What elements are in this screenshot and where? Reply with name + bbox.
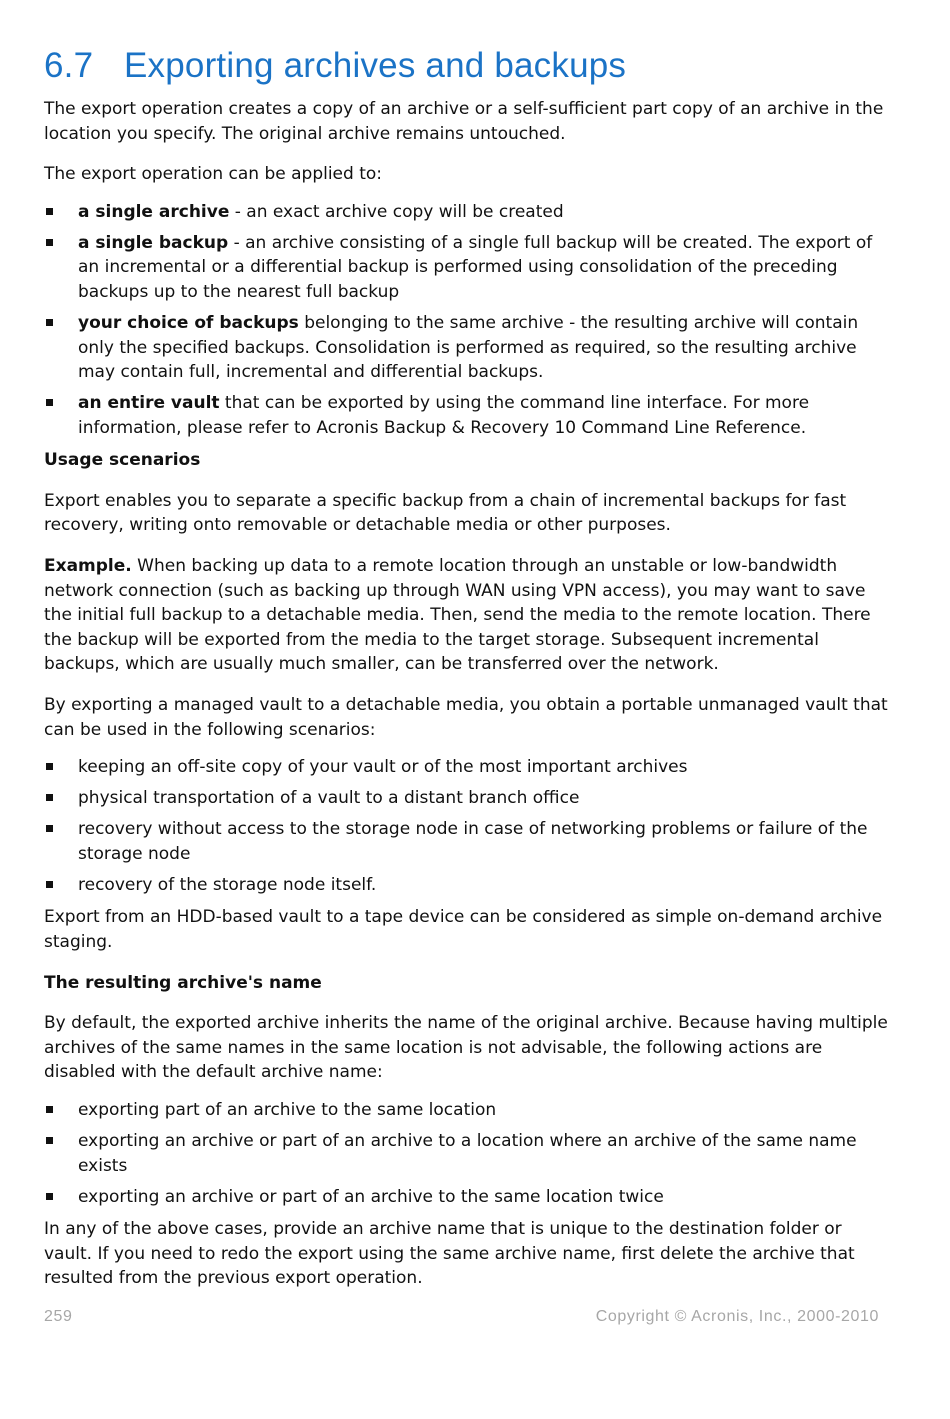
list-item-text: keeping an off-site copy of your vault or of the most important archives	[78, 757, 688, 778]
vault-export-paragraph: By exporting a managed vault to a detachable media, you obtain a portable unmanaged vault that can be used in the following scenarios:	[44, 695, 888, 740]
list-item	[44, 1129, 889, 1178]
list-item-term: your choice of backups	[78, 312, 299, 333]
list-item-text: exporting an archive or part of an archive to the same location twice	[78, 1186, 664, 1207]
square-bullet-icon	[46, 319, 53, 326]
list-item-text: - an archive consisting of a single full backup will be created. The export of an incremental or a differential backup is performed using consolidation of the preceding backups up to the nearest full backup	[78, 232, 873, 302]
scenario-list	[44, 755, 889, 897]
list-item	[44, 786, 889, 811]
square-bullet-icon	[46, 1193, 53, 1200]
document-page	[44, 44, 889, 1307]
square-bullet-icon	[46, 794, 53, 801]
list-item	[44, 873, 889, 898]
square-bullet-icon	[46, 239, 53, 246]
archive-name-paragraph: By default, the exported archive inherits the name of the original archive. Because having multiple archives of the same names in the same location is not advisable, the following actions are disabled with the default archive name:	[44, 1013, 888, 1083]
section-title: Exporting archives and backups	[124, 46, 627, 85]
square-bullet-icon	[46, 881, 53, 888]
list-item-text: belonging to the same archive - the resulting archive will contain only the specified backups. Consolidation is performed as required, so the resulting archive may contain full, incremental and differential backups.	[78, 312, 859, 383]
list-item-text: recovery of the storage node itself.	[78, 874, 377, 895]
disabled-actions-list	[44, 1098, 889, 1209]
list-item	[44, 200, 889, 225]
section-number: 6.7	[44, 46, 94, 85]
copyright-notice: Copyright © Acronis, Inc., 2000-2010	[595, 1308, 879, 1325]
square-bullet-icon	[46, 399, 53, 406]
list-item-text: recovery without access to the storage node in case of networking problems or failure of the storage node	[78, 819, 868, 864]
list-item	[44, 755, 889, 780]
list-item-text: exporting an archive or part of an archive to a location where an archive of the same name exists	[78, 1130, 857, 1176]
usage-paragraph: Export enables you to separate a specific backup from a chain of incremental backups for fast recovery, writing onto removable or detachable media or other purposes.	[44, 490, 847, 536]
list-item-term: a single archive	[78, 201, 230, 222]
example-label: Example.	[44, 556, 132, 577]
list-item	[44, 311, 889, 385]
page-number: 259	[44, 1308, 73, 1325]
list-item-text: - an exact archive copy will be created	[229, 201, 564, 222]
archive-name-heading: The resulting archive's name	[44, 972, 322, 993]
square-bullet-icon	[46, 1106, 53, 1113]
list-item	[44, 817, 889, 866]
square-bullet-icon	[46, 825, 53, 832]
list-item	[44, 231, 889, 305]
square-bullet-icon	[46, 208, 53, 215]
list-item-text: exporting part of an archive to the same location	[78, 1099, 497, 1120]
list-item-text: physical transportation of a vault to a distant branch office	[78, 788, 580, 809]
example-paragraph	[44, 554, 889, 677]
example-text: When backing up data to a remote location through an unstable or low-bandwidth network connection (such as backing up through WAN using VPN access), you may want to save the initial full backup to a detachable media. Then, send the media to the remote location. There the backup will be exported from the media to the target storage. Subsequent incremental backups, which are usually much smaller, can be transferred over the network.	[44, 556, 871, 675]
list-item	[44, 1098, 889, 1123]
list-item-text: that can be exported by using the command line interface. For more information, please refer to Acronis Backup & Recovery 10 Command Line Reference.	[78, 393, 810, 438]
list-item	[44, 1185, 889, 1210]
square-bullet-icon	[46, 763, 53, 770]
applied-list	[44, 200, 889, 441]
list-item-term: an entire vault	[78, 393, 220, 414]
list-item	[44, 391, 889, 440]
staging-paragraph: Export from an HDD-based vault to a tape device can be considered as simple on-demand archive staging.	[44, 907, 883, 952]
usage-scenarios-heading: Usage scenarios	[44, 450, 201, 471]
intro-paragraph: The export operation creates a copy of an archive or a self-sufficient part copy of an archive in the location you specify. The original archive remains untouched.	[44, 99, 884, 144]
section-heading	[44, 44, 889, 88]
applied-intro-paragraph: The export operation can be applied to:	[44, 164, 383, 185]
list-item-term: a single backup	[78, 232, 229, 253]
square-bullet-icon	[46, 1137, 53, 1144]
unique-name-paragraph: In any of the above cases, provide an archive name that is unique to the destination folder or vault. If you need to redo the export using the same archive name, first delete the archive that resulted from the previous export operation.	[44, 1219, 855, 1289]
